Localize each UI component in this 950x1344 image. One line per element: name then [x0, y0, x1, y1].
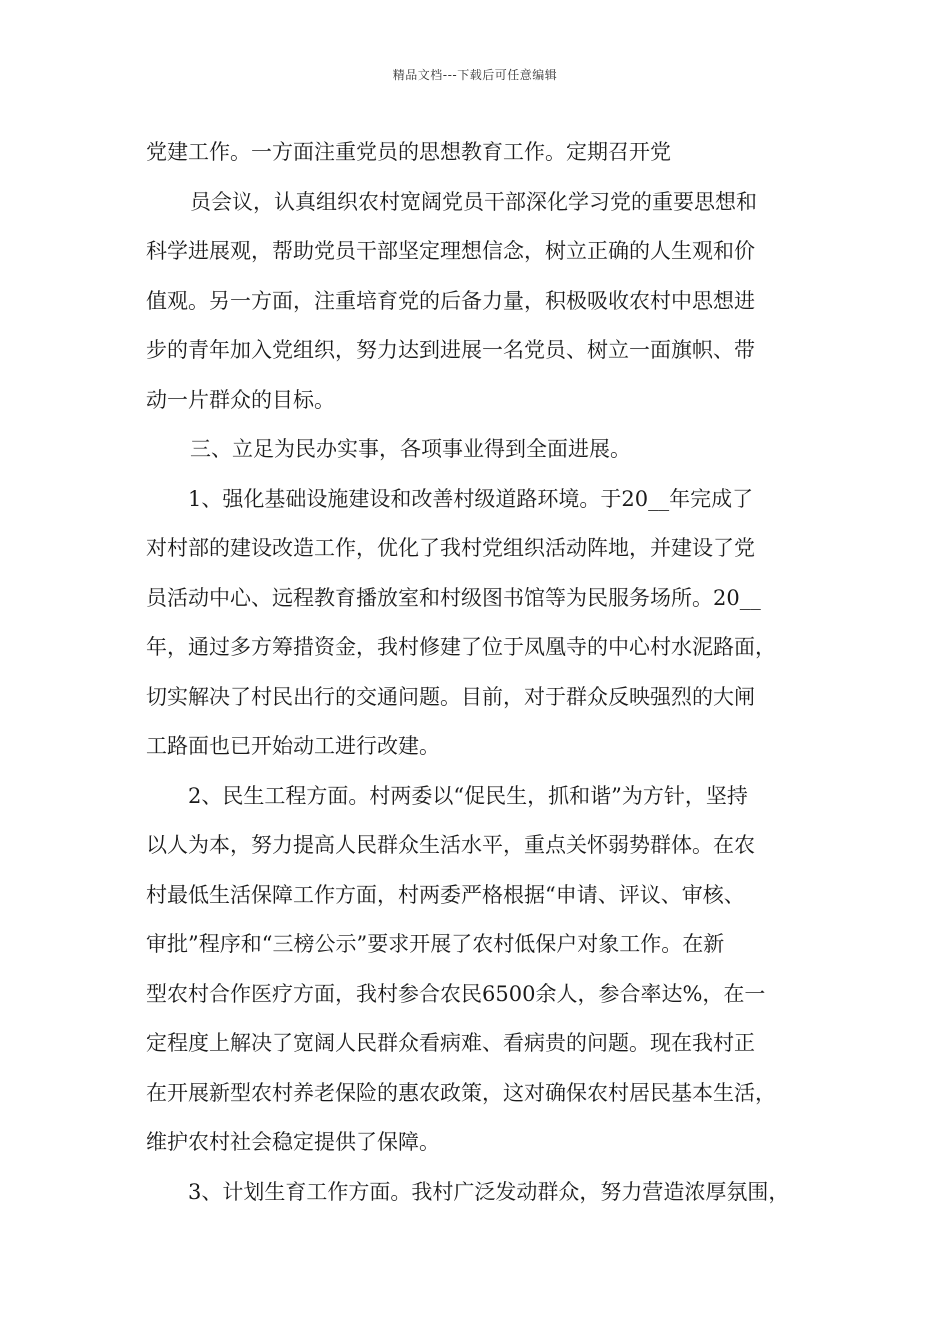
section-heading: 三、立足为民办实事，各项事业得到全面进展。 — [190, 437, 631, 461]
text-line: 年，通过多方筹措资金，我村修建了位于凤凰寺的中心村水泥路面， — [146, 635, 776, 659]
text-line: 以人为本，努力提高人民群众生活水平，重点关怀弱势群体。在农 — [146, 833, 755, 857]
text-line: 员会议，认真组织农村宽阔党员干部深化学习党的重要思想和 — [190, 189, 757, 214]
text-line: 工路面也已开始动工进行改建。 — [146, 734, 440, 758]
text-line: 维护农村社会稳定提供了保障。 — [146, 1130, 440, 1154]
document-body — [146, 128, 826, 1217]
text-line: 切实解决了村民出行的交通问题。目前，对于群众反映强烈的大闸 — [146, 684, 755, 709]
text-line: 党建工作。一方面注重党员的思想教育工作。定期召开党 — [146, 140, 671, 164]
page-header: 精品文档---下载后可任意编辑 — [392, 68, 558, 82]
text-line: 型农村合作医疗方面，我村参合农民6500余人，参合率达%，在一 — [146, 981, 766, 1006]
text-line: 3、计划生育工作方面。我村广泛发动群众，努力营造浓厚氛围， — [188, 1179, 790, 1204]
text-line: 员活动中心、远程教育播放室和村级图书馆等为民服务场所。20__ — [146, 585, 761, 610]
text-line: 科学进展观，帮助党员干部坚定理想信念，树立正确的人生观和价 — [146, 239, 755, 263]
text-line: 2、民生工程方面。村两委以“促民生，抓和谐”为方针，坚持 — [188, 783, 748, 808]
text-line: 步的青年加入党组织，努力达到进展一名党员、树立一面旗帜、带 — [146, 338, 755, 362]
text-line: 动一片群众的目标。 — [146, 387, 335, 412]
text-line: 村最低生活保障工作方面，村两委严格根据“申请、评议、审核、 — [146, 882, 745, 907]
text-line: 1、强化基础设施建设和改善村级道路环境。于20__年完成了 — [188, 486, 754, 511]
text-line: 审批”程序和“三榜公示”要求开展了农村低保户对象工作。在新 — [146, 932, 725, 956]
text-line: 定程度上解决了宽阔人民群众看病难、看病贵的问题。现在我村正 — [146, 1031, 755, 1055]
text-line: 在开展新型农村养老保险的惠农政策，这对确保农村居民基本生活， — [146, 1080, 776, 1105]
text-line: 值观。另一方面，注重培育党的后备力量，积极吸收农村中思想进 — [146, 288, 755, 313]
text-line: 对村部的建设改造工作，优化了我村党组织活动阵地，并建设了党 — [146, 536, 755, 560]
